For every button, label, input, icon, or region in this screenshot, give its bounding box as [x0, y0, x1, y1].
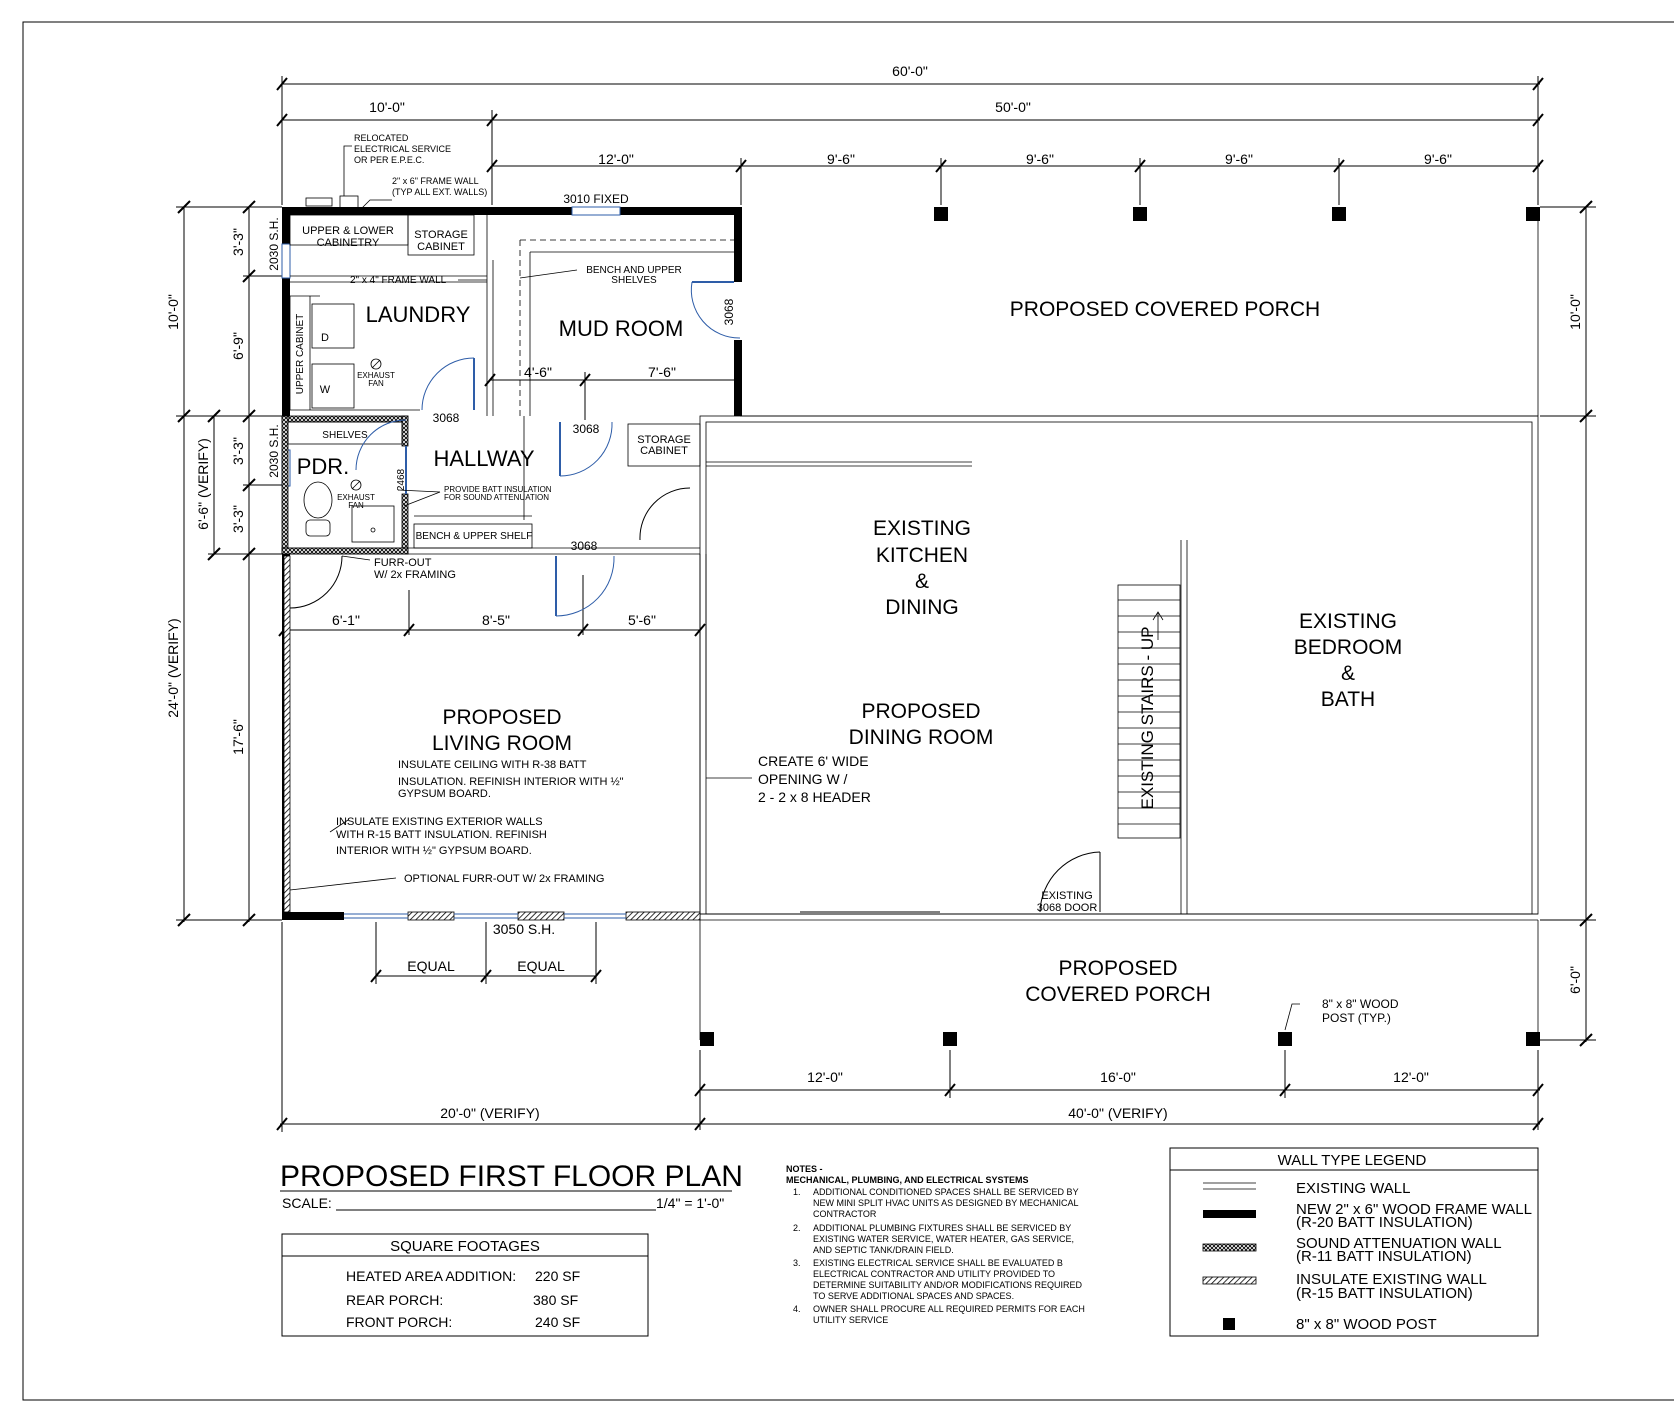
- label-storage-cab: CABINET: [417, 241, 465, 253]
- room-bedroom: &: [1340, 662, 1356, 685]
- dim-porch-seg: 9'-6": [1026, 151, 1054, 167]
- label-storage-cab: STORAGE: [414, 229, 468, 241]
- dim-living-1: 6'-1": [332, 612, 360, 628]
- dim-left-inner: 6'-9": [230, 332, 246, 360]
- room-living: PROPOSED: [442, 706, 562, 729]
- label-upper-lower-cab: CABINETRY: [316, 237, 380, 249]
- note-frame-wall-6: 2" x 6" FRAME WALL: [392, 176, 479, 186]
- note-line: NEW MINI SPLIT HVAC UNITS AS DESIGNED BY MECHANICAL: [813, 1198, 1079, 1208]
- note-post: 8" x 8" WOOD: [1322, 997, 1399, 1011]
- note-living-ceiling: GYPSUM BOARD.: [398, 788, 491, 800]
- dim-front-porch: 12'-0": [807, 1069, 843, 1085]
- existing-window-bottom: [344, 914, 626, 918]
- dim-living-2: 8'-5": [482, 612, 510, 628]
- room-kitchen: DINING: [885, 596, 959, 619]
- note-line: ADDITIONAL PLUMBING FIXTURES SHALL BE SERVICED BY: [813, 1223, 1072, 1233]
- dim-left-inner: 3'-3": [230, 437, 246, 465]
- label-dryer: D: [321, 332, 329, 344]
- dim-living-3: 5'-6": [628, 612, 656, 628]
- note-relocated: OR PER E.P.E.C.: [354, 155, 425, 165]
- door-3068-mud: 3068: [722, 298, 736, 326]
- note-line: EXISTING WATER SERVICE, WATER HEATER, GAS SERVICE,: [813, 1234, 1075, 1244]
- note-furr-out: FURR-OUT: [374, 557, 432, 569]
- label-shelves: SHELVES: [322, 430, 368, 441]
- note-relocated: ELECTRICAL SERVICE: [354, 144, 452, 154]
- room-pdr: PDR.: [296, 454, 350, 479]
- room-dining: PROPOSED: [861, 700, 981, 723]
- label-washer: W: [319, 384, 331, 396]
- sqft-value: 380 SF: [533, 1292, 579, 1308]
- room-labels: [297, 298, 1403, 1006]
- room-kitchen: KITCHEN: [875, 544, 969, 567]
- note-living-ceiling: INSULATION. REFINISH INTERIOR WITH ½": [398, 776, 624, 788]
- note-living-walls: INTERIOR WITH ½" GYPSUM BOARD.: [336, 845, 532, 857]
- window-3050: 3050 S.H.: [492, 921, 556, 937]
- room-bedroom: BATH: [1320, 688, 1376, 711]
- note-bench-upper: BENCH AND UPPER: [586, 265, 682, 276]
- dim-top-left: 10'-0": [369, 99, 405, 115]
- dim-right-upper: 10'-0": [1567, 294, 1583, 330]
- room-bedroom: EXISTING: [1298, 610, 1398, 633]
- note-line: CONTRACTOR: [813, 1209, 877, 1219]
- note-create-opening: CREATE 6' WIDE: [758, 753, 869, 769]
- legend-new-wall: (R-20 BATT INSULATION): [1296, 1214, 1473, 1231]
- note-number: 4.: [793, 1304, 801, 1314]
- legend-wood-post: 8" x 8" WOOD POST: [1296, 1316, 1437, 1333]
- legend-new-wall: NEW 2" x 6" WOOD FRAME WALL: [1296, 1201, 1532, 1218]
- dim-left-inner: 3'-3": [230, 228, 246, 256]
- note-line: ELECTRICAL CONTRACTOR AND UTILITY PROVIDED TO: [813, 1269, 1056, 1279]
- dim-equal: EQUAL: [517, 958, 565, 974]
- new-frame-walls: [282, 207, 742, 920]
- note-line: DETERMINE SUITABILITY AND/OR MODIFICATIONS REQUIRED: [813, 1280, 1083, 1290]
- room-porch-rear: PROPOSED COVERED PORCH: [1009, 298, 1321, 321]
- title-block: [280, 1160, 743, 1211]
- dim-overall-top: 60'-0": [892, 63, 928, 79]
- label-storage-cab-kitchen: STORAGE: [637, 434, 691, 446]
- dim-left-inner: 17'-6": [230, 719, 246, 755]
- dim-left-outer-upper: 10'-0": [165, 294, 181, 330]
- label-upper-cabinet: UPPER CABINET: [295, 313, 306, 395]
- legend-insulate-wall: (R-15 BATT INSULATION): [1296, 1285, 1473, 1302]
- notes-heading: NOTES -: [786, 1164, 823, 1174]
- dim-porch-seg: 9'-6": [1225, 151, 1253, 167]
- note-optional-furr: OPTIONAL FURR-OUT W/ 2x FRAMING: [404, 873, 605, 885]
- drawing-title: PROPOSED FIRST FLOOR PLAN: [280, 1160, 743, 1193]
- dim-left-outer-lower: 24'-0" (VERIFY): [165, 618, 181, 718]
- label-exhaust-fan: EXHAUST: [337, 493, 375, 502]
- sqft-value: 240 SF: [535, 1314, 581, 1330]
- legend-sound-wall: (R-11 BATT INSULATION): [1296, 1248, 1472, 1265]
- label-exhaust-fan: EXHAUST: [357, 371, 395, 380]
- note-number: 2.: [793, 1223, 801, 1233]
- wall-type-legend: [1170, 1148, 1538, 1336]
- scale-label: SCALE:: [282, 1195, 332, 1211]
- sqft-label: FRONT PORCH:: [346, 1314, 453, 1330]
- room-dining: DINING ROOM: [848, 726, 994, 749]
- legend-heading: WALL TYPE LEGEND: [1277, 1152, 1427, 1169]
- legend-existing-wall: EXISTING WALL: [1296, 1180, 1411, 1197]
- dim-right-lower: 6'-0": [1567, 966, 1583, 994]
- label-exhaust-fan: FAN: [348, 501, 364, 510]
- window-2030: 2030 S.H.: [267, 424, 281, 478]
- note-create-opening: 2 - 2 x 8 HEADER: [758, 789, 871, 805]
- window-2030: 2030 S.H.: [267, 217, 281, 271]
- room-laundry: LAUNDRY: [365, 302, 471, 327]
- note-existing-door: 3068 DOOR: [1036, 902, 1098, 914]
- note-create-opening: OPENING W /: [758, 771, 848, 787]
- note-line: ADDITIONAL CONDITIONED SPACES SHALL BE SERVICED BY: [813, 1187, 1079, 1197]
- note-line: UTILITY SERVICE: [813, 1315, 889, 1325]
- note-line: AND SEPTIC TANK/DRAIN FIELD.: [813, 1245, 954, 1255]
- note-line: OWNER SHALL PROCURE ALL REQUIRED PERMITS FOR EACH: [813, 1304, 1085, 1314]
- sqft-value: 220 SF: [535, 1268, 581, 1284]
- dim-porch-seg: 12'-0": [598, 151, 634, 167]
- dim-bottom-right: 40'-0" (VERIFY): [1068, 1105, 1168, 1121]
- room-hallway: HALLWAY: [433, 446, 535, 471]
- sqft-label: HEATED AREA ADDITION:: [346, 1268, 517, 1284]
- dim-equal: EQUAL: [407, 958, 455, 974]
- note-line: TO SERVE ADDITIONAL SPACES AND SPACES.: [813, 1291, 1015, 1301]
- dimension-labels: [165, 63, 1583, 1121]
- label-exhaust-fan: FAN: [368, 379, 384, 388]
- notes-subheading: MECHANICAL, PLUMBING, AND ELECTRICAL SYSTEMS: [786, 1175, 1029, 1185]
- note-frame-wall-6: (TYP ALL EXT. WALLS): [392, 187, 488, 197]
- door-3068-living: 3068: [570, 539, 598, 553]
- dim-top-right: 50'-0": [995, 99, 1031, 115]
- note-furr-out: W/ 2x FRAMING: [374, 569, 456, 581]
- label-upper-lower-cab: UPPER & LOWER: [302, 225, 394, 237]
- annotations: [267, 133, 1399, 1025]
- note-frame-wall-4: 2" x 4" FRAME WALL: [350, 275, 447, 286]
- label-storage-cab-kitchen: CABINET: [640, 445, 688, 457]
- room-bedroom: BEDROOM: [1293, 636, 1403, 659]
- note-living-walls: WITH R-15 BATT INSULATION. REFINISH: [336, 829, 547, 841]
- room-living: LIVING ROOM: [431, 732, 573, 755]
- note-post: POST (TYP.): [1322, 1011, 1391, 1025]
- dim-porch-seg: 9'-6": [827, 151, 855, 167]
- square-footages-table: [282, 1234, 648, 1336]
- notes-block: [786, 1164, 1085, 1325]
- dim-left-outer-middle: 6'-6" (VERIFY): [195, 438, 211, 530]
- note-batt: PROVIDE BATT INSULATION: [444, 485, 552, 494]
- note-batt: FOR SOUND ATTENUATION: [444, 493, 550, 502]
- window-3010: 3010 FIXED: [563, 192, 629, 206]
- note-existing-door: EXISTING: [1041, 890, 1093, 902]
- note-line: EXISTING ELECTRICAL SERVICE SHALL BE EVALUATED B: [813, 1258, 1063, 1268]
- scale-value: 1/4" = 1'-0": [656, 1195, 725, 1211]
- note-number: 3.: [793, 1258, 801, 1268]
- dim-porch-seg: 9'-6": [1424, 151, 1452, 167]
- room-stairs: EXISTING STAIRS - UP: [1138, 626, 1157, 810]
- door-3068-hall: 3068: [572, 422, 600, 436]
- dim-bottom-left: 20'-0" (VERIFY): [440, 1105, 540, 1121]
- note-bench-upper: SHELVES: [611, 275, 657, 286]
- room-kitchen: &: [914, 570, 930, 593]
- sqft-heading: SQUARE FOOTAGES: [390, 1238, 540, 1255]
- dim-mud-1: 4'-6": [524, 364, 552, 380]
- legend-sound-wall: SOUND ATTENUATION WALL: [1296, 1235, 1502, 1252]
- note-relocated: RELOCATED: [354, 133, 409, 143]
- room-porch-front: PROPOSED: [1058, 957, 1178, 980]
- room-kitchen: EXISTING: [872, 517, 972, 540]
- door-3068-laundry: 3068: [432, 411, 460, 425]
- sqft-label: REAR PORCH:: [346, 1292, 444, 1308]
- dim-front-porch: 16'-0": [1100, 1069, 1136, 1085]
- note-living-walls: INSULATE EXISTING EXTERIOR WALLS: [336, 816, 543, 828]
- note-number: 1.: [793, 1187, 801, 1197]
- dim-left-inner: 3'-3": [230, 505, 246, 533]
- legend-insulate-wall: INSULATE EXISTING WALL: [1296, 1271, 1487, 1288]
- note-living-ceiling: INSULATE CEILING WITH R-38 BATT: [398, 759, 587, 771]
- door-2468: 2468: [396, 468, 407, 492]
- dim-mud-2: 7'-6": [648, 364, 676, 380]
- dim-front-porch: 12'-0": [1393, 1069, 1429, 1085]
- label-bench-upper-shelf: BENCH & UPPER SHELF: [415, 531, 533, 542]
- room-mud: MUD ROOM: [558, 316, 684, 341]
- room-porch-front: COVERED PORCH: [1025, 983, 1211, 1006]
